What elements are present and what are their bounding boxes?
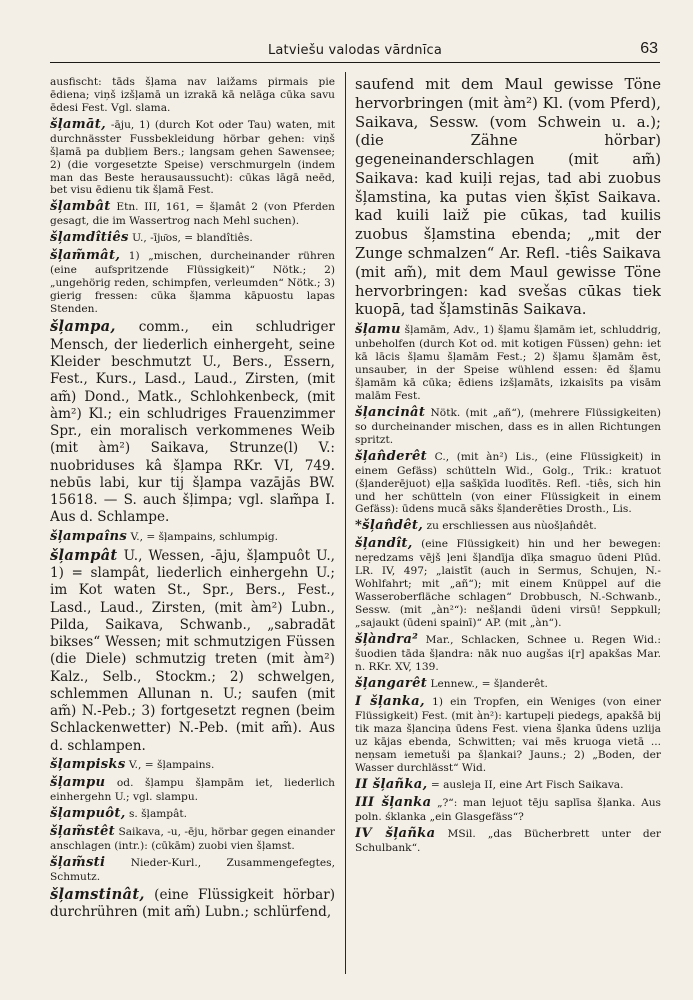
dictionary-entry xyxy=(50,547,335,755)
entry-definition: „?“: man lejuot tēju saplīsa šļanka. Aus poln. śklanka „ein Glasgefäss“? xyxy=(355,796,661,823)
entry-definition: -āju, 1) (durch Kot oder Tau) waten, mit durchnässter Fussbekleidung hörbar gehen: viņš šļamā pa dubļiem Bers.; langsam gehen Sawensee; 2) (die vorgesetzte Speise) verschmurgeln (indem man das Beste herausaussucht): cūkas lāgā neēd, bet visu ēdienu tik šļamā Fest. xyxy=(50,118,335,197)
entry-headword: šļampât xyxy=(50,546,118,564)
entry-headword: šļàndra² xyxy=(355,631,419,647)
entry-definition: Mar., Schlacken, Schnee u. Regen Wid.: šuodien tāda šļandra: nāk nuo augšas i[r] apakšas Mar. n. RKr. XV, 139. xyxy=(355,633,661,673)
entry-definition: 1) ein Tropfen, ein Weniges (von einer Flüssigkeit) Fest. (mit àn²): kartupeļi piedegs, apakšā bij tik maza šļanciņa ūdens Fest. viena šļanka ūdens uzlija uz kājas ebenda, Schwitten; vai mēs kruoga vietā ... neņsam iemetuši pa šļankai? Jauns.; 2) „Boden, der Wasser durchlässt“ Wid. xyxy=(355,695,661,774)
entry-definition: Saikava, -u, -ēju, hörbar gegen einander anschlagen (intr.): (cūkām) zuobi vien šļamst. xyxy=(50,825,335,852)
entry-headword: šļandît, xyxy=(355,536,413,552)
dictionary-entry xyxy=(355,777,661,793)
dictionary-entry xyxy=(355,795,661,824)
dictionary-entry xyxy=(355,449,661,517)
dictionary-entry xyxy=(50,855,335,884)
entry-definition: ausfischt: tāds šļama nav laižams pirmais pie ēdiena; viņš izšļamā un izrakā kā nelāga cūka savu ēdesi Fest. Vgl. slama. xyxy=(50,76,335,114)
dictionary-entry xyxy=(50,824,335,853)
entry-headword: šļampaîns xyxy=(50,528,128,544)
entry-definition: (eine Flüssigkeit hörbar) durchrühren (mit am̃) Lubn.; schlürfend, xyxy=(50,886,335,921)
entry-headword: I šļanka, xyxy=(355,693,425,709)
entry-definition: MSil. „das Bücherbrett unter der Schulbank“. xyxy=(355,827,661,854)
dictionary-entry xyxy=(50,529,335,545)
page-number: 63 xyxy=(640,40,658,57)
entry-headword: šļancinât xyxy=(355,404,426,420)
dictionary-entry xyxy=(50,248,335,316)
entry-headword: IV šļañka xyxy=(355,825,436,841)
dictionary-entry xyxy=(355,826,661,855)
entry-definition: saufend mit dem Maul gewisse Töne hervorbringen (mit àm²) Kl. (vom Pferd), Saikava, Sessw. (vom Schwein u. a.); (die Zähne hörbar) gegeneinanderschlagen (mit am̃) Saikava: kad kuiļi rejas, tad abi zuobus šļamstina, ka putas vien šķīst Saikava. kad kuili laiž pie cūkas, tad kuilis zuobus šļamstina ebenda; „mit der Zunge schmalzen“ Ar. Refl. -tiês Saikava (mit am̃), mit dem Maul gewisse Töne hervorbringen: kad svešas cūkas tiek kuopā, tad šļamstinās Saikava. xyxy=(355,76,661,319)
entry-definition: Lennew., = šļanderêt. xyxy=(427,677,548,690)
left-column xyxy=(50,76,335,980)
entry-headword: šļampisks xyxy=(50,756,126,772)
dictionary-entry xyxy=(355,518,661,534)
dictionary-entry xyxy=(355,322,661,403)
dictionary-entry xyxy=(50,775,335,804)
entry-headword: šļam̃stêt xyxy=(50,823,116,839)
entry-headword: šļampa, xyxy=(50,318,116,336)
page-header xyxy=(50,40,660,63)
dictionary-entry xyxy=(50,230,335,246)
entry-headword: šļamu xyxy=(355,322,401,338)
right-column xyxy=(355,76,661,980)
dictionary-entry xyxy=(50,757,335,773)
dictionary-entry xyxy=(50,886,335,922)
entry-definition: Nieder-Kurl., Zusammengefegtes, Schmutz. xyxy=(50,856,335,883)
dictionary-entry xyxy=(355,536,661,630)
entry-definition: Etn. III, 161, = šļamât 2 (von Pferden gesagt, die im Wassertrog nach Mehl suchen). xyxy=(50,201,335,228)
entry-definition: Nötk. (mit „añ“), (mehrere Flüssigkeiten) so durcheinander mischen, dass es in allen Richtungen spritzt. xyxy=(355,406,661,446)
dictionary-entry xyxy=(355,76,661,320)
entry-headword: šļampuôt, xyxy=(50,805,126,821)
entry-definition: (eine Flüssigkeit) hin und her bewegen: neŗedzams vējš ļeni šļandīja dīķa smaguo ūdeni Plūd. LR. IV, 497; „laistīt (auch in Sermus, Schujen, N.-Wohlfahrt; mit „añ“); mit einem Knüppel auf die Wasseroberfläche schlagen“ Drobbusch, N.-Schwanb., Sessw. (mit „àn²“): nešļandi ūdeni virsū! Seppkull; „sajaukt (ūdeni spainī)“ AP. (mit „àn“). xyxy=(355,538,661,630)
entry-definition: 1) „mischen, durcheinander rühren (eine aufspritzende Flüssigkeit)“ Nötk.; 2) „ungehörig reden, schimpfen, verleumden“ Nötk.; 3) gierig fressen: cūka šļamma kāpuostu lapas Stenden. xyxy=(50,250,335,316)
entry-headword: šļamāt, xyxy=(50,116,107,132)
entry-definition: V., = šļampains. xyxy=(125,758,215,771)
dictionary-entry xyxy=(50,806,335,822)
entry-headword: šļan̂derêt xyxy=(355,448,427,464)
entry-definition: comm., ein schludriger Mensch, der liederlich einhergeht, seine Kleider beschmutzt U., Bers., Essern, Fest., Kurs., Lasd., Laud., Zirsten, (mit am̃) Dond., Matk., Schlohkenbeck, (mit àm²) Kl.; ein schludriges Frauenzimmer Spr., ein moralisch verkommenes Weib (mit àm²) Saikava, Strunze(l) V.: nuobriduses kâ šļampa RKr. VI, 749. nebūs labi, kur tij šļampa vazājās BW. 15618. — S. auch šļimpa; vgl. slam̃pa I. Aus d. Schlampe. xyxy=(50,319,335,526)
entry-headword: šļangarêt xyxy=(355,675,428,691)
entry-headword: šļambât xyxy=(50,199,111,215)
entry-headword: šļamdîtiês xyxy=(50,230,129,246)
entry-definition: = ausleja II, eine Art Fisch Saikava. xyxy=(427,778,624,791)
dictionary-entry xyxy=(50,117,335,198)
entry-definition: zu erschliessen aus nùošļan̂dêt. xyxy=(423,520,597,533)
dictionary-entry xyxy=(355,632,661,674)
dictionary-entry xyxy=(355,694,661,775)
dictionary-entry xyxy=(355,405,661,447)
dictionary-entry xyxy=(50,76,335,115)
entry-headword: šļamstinât, xyxy=(50,885,145,903)
entry-definition: s. šļampât. xyxy=(125,807,188,820)
entry-definition: šļamām, Adv., 1) šļamu šļamām iet, schluddrig, unbeholfen (durch Kot od. mit kotigen Füssen) gehn: iet kā lācis šļamu šļamām Fest.; 2) šļamu šļamām ēst, unsauber, in der Speise wühlend essen: ēd šļamu šļamām kā cūka; ēdiens izšļamāts, izkaisīts pa visām malām Fest. xyxy=(355,324,661,402)
column-divider xyxy=(345,72,346,974)
entry-headword: III šļanka xyxy=(355,794,432,810)
entry-headword: II šļañka, xyxy=(355,776,428,792)
entry-headword: *šļan̂dêt, xyxy=(355,518,424,534)
dictionary-entry xyxy=(355,676,661,692)
entry-headword: šļampu xyxy=(50,774,106,790)
dictionary-entry xyxy=(50,318,335,526)
entry-definition: U., Wessen, -āju, šļampuôt U., 1) = slampât, liederlich einhergehn U.; im Kot waten St., Spr., Bers., Fest., Lasd., Laud., Zirsten, (mit àm²) Lubn., Pilda, Saikava, Schwanb., „sabradāt bikses“ Wessen; mit schmutzigen Füssen (die Diele) schmutzig treten (mit àm²) Kalz., Selb., Stockm.; 2) schwelgen, schlemmen Allunan n. U.; saufen (mit am̃) N.-Peb.; 3) fortgesetzt regnen (beim Schlackenwetter) N.-Peb. (mit am̃). Aus d. schlampen. xyxy=(50,547,335,754)
entry-headword: šļam̃sti xyxy=(50,854,106,870)
entry-definition: od. šļampu šļampām iet, liederlich einhergehn U.; vgl. slampu. xyxy=(50,776,335,803)
entry-definition: V., = šļampains, schlumpig. xyxy=(127,530,279,543)
entry-definition: C., (mit àn²) Lis., (eine Flüssigkeit) in einem Gefäss) schütteln Wid., Golg., Trik.: kratuot (šļanderējuot) eļļa sašķīda luodītēs. Refl. -tiês, sich hin und her schütteln (von einer Flüssigkeit in einem Gefäss): ūdens mucā sāks šļanderēties Drosth., Lis. xyxy=(355,450,661,516)
entry-headword: šļam̃mât, xyxy=(50,248,121,264)
running-title: Latviešu valodas vārdnīca xyxy=(267,43,443,58)
entry-definition: U., -īju͂os, = blandîtiês. xyxy=(128,232,253,245)
dictionary-entry xyxy=(50,199,335,228)
